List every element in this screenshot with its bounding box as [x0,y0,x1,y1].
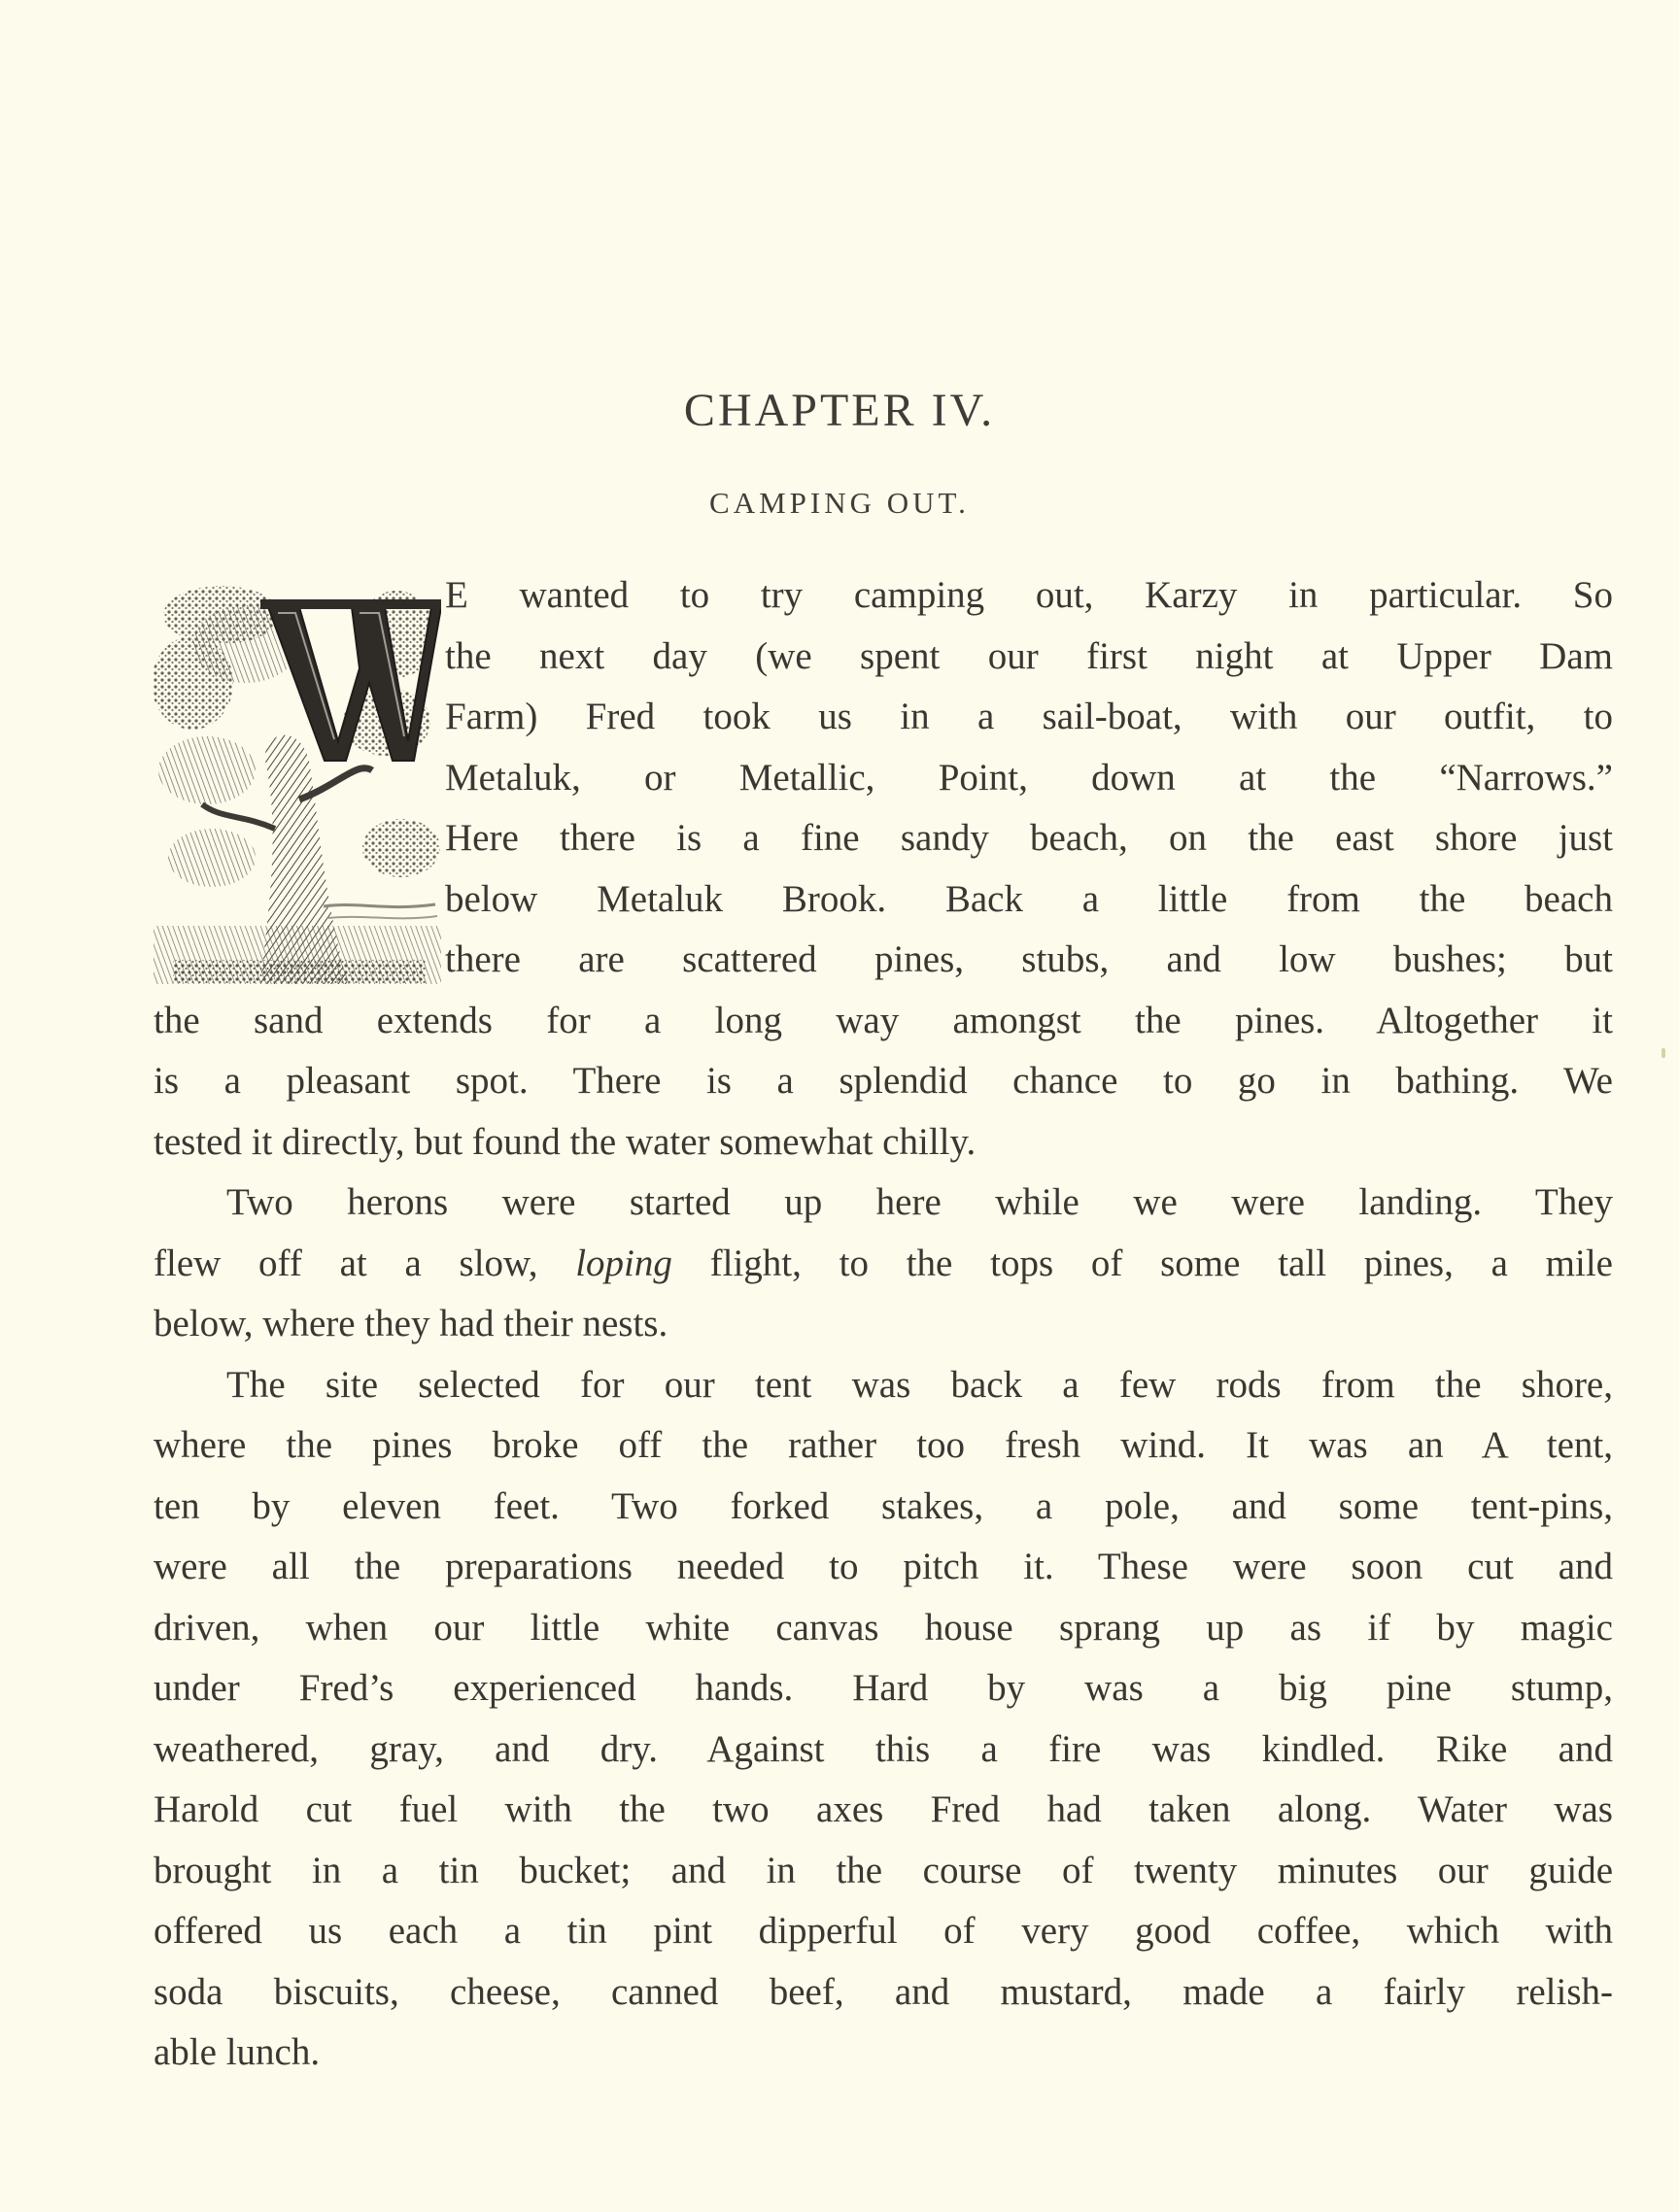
text-line: the sand extends for a long way amongst the pines. Altogether it [154,999,1613,1041]
paper-blemish [1662,1048,1665,1058]
text-line: ten by eleven feet. Two forked stakes, a pole, and some tent-pins, [154,1484,1613,1527]
text-line: E wanted to try camping out, Karzy in particular. So [445,574,1613,616]
text-line: below, where they had their nests. [154,1303,668,1344]
text-line: driven, when our little white canvas house sprang up as if by magic [154,1606,1613,1649]
text-fragment: flew off at a slow, [154,1242,576,1284]
text-line: soda biscuits, cheese, canned beef, and mustard, made a fairly relish- [154,1970,1613,2013]
text-line [154,1234,1613,1295]
text-line: the next day (we spent our first night at Upper Dam [445,634,1613,677]
text-line: tested it directly, but found the water somewhat chilly. [154,1120,977,1163]
text-line: Metaluk, or Metallic, Point, down at the “Narrows.” [445,756,1613,799]
text-line: below Metaluk Brook. Back a little from the beach [445,877,1613,920]
text-line: is a pleasant spot. There is a splendid chance to go in bathing. We [154,1060,1613,1102]
chapter-title: CHAPTER IV. [683,385,996,436]
text-line: under Fred’s experienced hands. Hard by was a big pine stump, [154,1667,1613,1709]
chapter-subtitle: CAMPING OUT. [709,486,970,520]
italic-word: loping [575,1242,672,1284]
text-line: Here there is a fine sandy beach, on the east shore just [445,817,1613,859]
paragraph [154,1355,1613,2084]
paragraph [154,565,1613,1173]
text-line: offered us each a tin pint dipperful of very good coffee, which with [154,1910,1613,1952]
text-line: were all the preparations needed to pitch it. These were soon cut and [154,1546,1613,1587]
paragraph [154,1173,1613,1355]
body-text [154,565,1613,2084]
text-line: Harold cut fuel with the two axes Fred had taken along. Water was [154,1788,1613,1830]
text-line: brought in a tin bucket; and in the course of twenty minutes our guide [154,1849,1613,1891]
text-line: where the pines broke off the rather too fresh wind. It was an A tent, [154,1424,1613,1466]
text-line: there are scattered pines, stubs, and low bushes; but [445,938,1613,980]
text-line: weathered, gray, and dry. Against this a fire was kindled. Rike and [154,1727,1613,1770]
text-fragment: flight, to the tops of some tall pines, a mile [671,1242,1613,1284]
text-line: The site selected for our tent was back a few rods from the shore, [226,1363,1613,1406]
text-line: able lunch. [154,2031,321,2073]
text-line: Farm) Fred took us in a sail-boat, with our outfit, to [445,696,1613,737]
text-line: Two herons were started up here while we were landing. They [226,1181,1613,1223]
